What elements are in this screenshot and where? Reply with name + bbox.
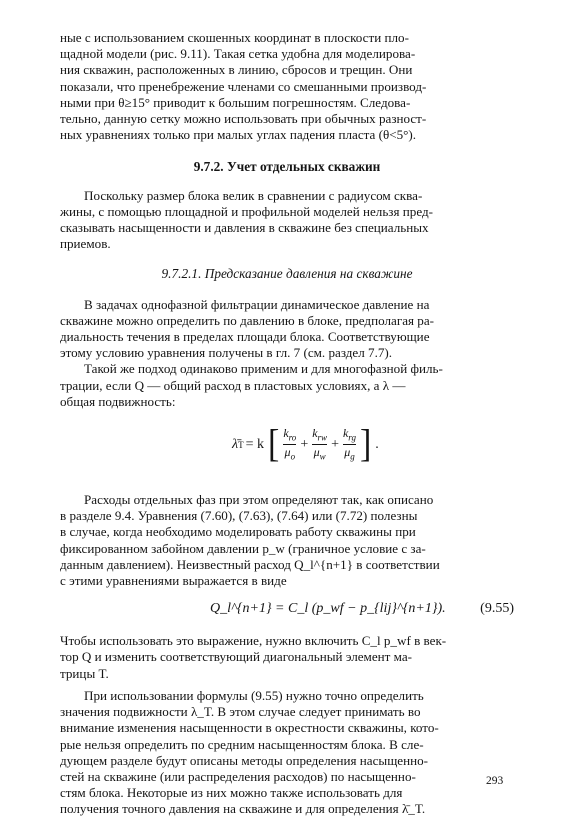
- text-line: внимание изменения насыщенности в окрестности скважины, кото-: [60, 720, 439, 736]
- equation-rate: [60, 593, 514, 627]
- text-line: в случае, когда необходимо моделировать работу скважины при: [60, 524, 416, 540]
- equation-end: .: [375, 436, 379, 452]
- text-line: тельно, данную сетку можно использовать при обычных разност-: [60, 111, 427, 127]
- text-line: Чтобы использовать это выражение, нужно включить C_l p_wf в век-: [60, 633, 447, 649]
- text-line: Расходы отдельных фаз при этом определяют так, как описано: [84, 492, 434, 508]
- equation-lhs-sub: T: [238, 439, 244, 450]
- text-line: При использовании формулы (9.55) нужно точно определить: [84, 687, 424, 703]
- text-line: Такой же подход одинаково применим и для многофазной филь-: [84, 361, 443, 377]
- equation-rate-expr: Q_l^{n+1} = C_l (p_wf − p_{lij}^{n+1}).: [210, 601, 446, 617]
- text-line: фиксированном забойном давлении p_w (граничное условие с за-: [60, 540, 426, 556]
- paragraph-section: [60, 188, 514, 253]
- equation-lhs: λ̄: [232, 436, 239, 452]
- equation-equals: = k: [245, 436, 264, 452]
- page-number: 293: [486, 775, 504, 787]
- paragraph-formula-use: [60, 688, 514, 818]
- text-line: стям блока. Некоторые из них можно также использовать для: [60, 785, 403, 801]
- text-line: общая подвижность:: [60, 393, 176, 409]
- text-line: получения точного давления на скважине и для определения λ̄_T.: [60, 801, 426, 817]
- paragraph-intro: [60, 30, 514, 143]
- page-body: [60, 30, 514, 818]
- section-heading: 9.7.2. Учет отдельных скважин: [193, 159, 381, 175]
- text-line: с этими уравнениями выражается в виде: [60, 573, 287, 589]
- fraction-oil: $\frac{k_{ro}}{\mu_o}$: [283, 426, 297, 462]
- text-line: сказывать насыщенности и давления в скважине без специальных: [60, 220, 429, 236]
- text-line: рые нельзя определить по средним насыщенностям блока. В сле-: [60, 736, 424, 752]
- text-line: трицы T.: [60, 665, 109, 681]
- close-bracket: ]: [359, 423, 372, 466]
- text-line: трации, если Q — общий расход в пластовых условиях, а λ —: [60, 377, 406, 393]
- text-line: Поскольку размер блока велик в сравнении с радиусом сква-: [84, 187, 423, 203]
- subsection-heading: 9.7.2.1. Предсказание давления на скважине: [161, 266, 413, 282]
- text-line: жины, с помощью площадной и профильной моделей нельзя пред-: [60, 203, 433, 219]
- text-line: показали, что пренебрежение членами со смешанными производ-: [60, 78, 427, 94]
- text-line: В задачах однофазной фильтрации динамическое давление на: [84, 296, 430, 312]
- open-bracket: [: [267, 423, 280, 466]
- text-line: стей на скважине (или распределения расходов) по насыщенно-: [60, 768, 416, 784]
- equation-number: (9.55): [480, 601, 514, 617]
- fraction-gas: $\frac{k_{rg}}{\mu_g}$: [342, 426, 356, 462]
- text-line: дующем разделе будут описаны методы определения насыщенно-: [60, 752, 429, 768]
- text-line: диальность течения в пределах площади блока. Соответствующие: [60, 329, 430, 345]
- text-line: ные с использованием скошенных координат в плоскости пло-: [60, 30, 409, 45]
- fraction-water: $\frac{k_{rw}}{\mu_w}$: [312, 426, 328, 462]
- text-line: в разделе 9.4. Уравнения (7.60), (7.63), (7.64) или (7.72) полезны: [60, 508, 418, 524]
- paragraph-one-phase: [60, 297, 514, 362]
- text-line: ных уравнениях только при малых углах падения пласта (θ<5°).: [60, 127, 417, 143]
- text-line: скважине можно определить по давлению в блоке, предполагая ра-: [60, 312, 435, 328]
- paragraph-vector: [60, 633, 514, 682]
- text-line: значения подвижности λ_T. В этом случае следует принимать во: [60, 704, 421, 720]
- equation-mobility: [60, 418, 514, 474]
- text-line: приемов.: [60, 236, 111, 252]
- paragraph-rates: [60, 492, 514, 589]
- plus-sign: +: [300, 436, 309, 452]
- text-line: ния скважин, расположенных в линию, сбросов и трещин. Они: [60, 62, 413, 78]
- text-line: данным давлением). Неизвестный расход Q_l^{n+1} в соответствии: [60, 556, 440, 572]
- plus-sign: +: [331, 436, 339, 452]
- text-line: ными при θ≥15° приводит к большим погрешностям. Следова-: [60, 94, 411, 110]
- text-line: этому условию уравнения получены в гл. 7 (см. раздел 7.7).: [60, 345, 393, 361]
- text-line: тор Q и изменить соответствующий диагональный элемент ма-: [60, 649, 413, 665]
- text-line: щадной модели (рис. 9.11). Такая сетка удобна для моделирова-: [60, 46, 416, 62]
- paragraph-multiphase: [60, 361, 514, 410]
